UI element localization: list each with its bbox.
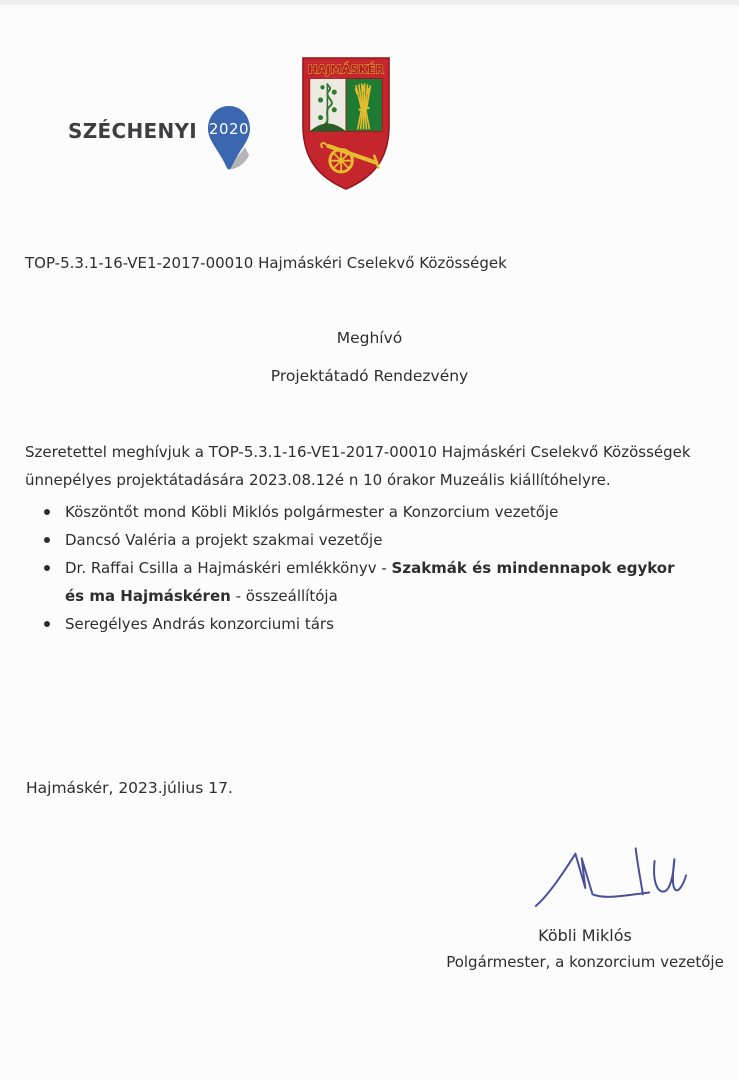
signer-name: Köbli Miklós [538,926,632,945]
agenda-item-text-normal: Dancsó Valéria a projekt szakmai vezetője [65,531,383,549]
agenda-item-text-bold: Szakmák és mindennapok egykor és ma Hajmáskéren [65,559,675,605]
signature-stroke [636,848,643,894]
agenda-item-text [65,610,694,638]
event-subtitle: Projektátadó Rendezvény [270,367,469,385]
invitation-title: Meghívó [336,329,403,347]
bullet-icon [44,537,50,543]
signature-stroke [536,854,576,906]
signer-title: Polgármester, a konzorcium vezetője [446,953,724,971]
agenda-item [44,498,694,526]
bullet-icon [44,565,50,571]
scan-edge-strip [0,0,739,5]
agenda-item [44,554,694,610]
pin-year-label: 2020 [208,120,250,138]
agenda-item-text-normal: Seregélyes András konzorciumi társ [65,615,334,633]
signature-ink-image [528,843,693,915]
bullet-icon [44,621,50,627]
date-line: Hajmáskér, 2023.július 17. [26,779,233,797]
szechenyi-2020-pin-icon [205,103,253,173]
agenda-item-text [65,554,694,610]
project-code-line: TOP-5.3.1-16-VE1-2017-00010 Hajmáskéri Cselekvő Közösségek [25,254,507,272]
signature-stroke [654,859,686,891]
agenda-item-text-normal: Dr. Raffai Csilla a Hajmáskéri emlékkönyv - [65,559,392,577]
bullet-icon [44,509,50,515]
agenda-item-text [65,498,694,526]
agenda-item-text-normal: Köszöntőt mond Köbli Miklós polgármester a Konzorcium vezetője [65,503,559,521]
agenda-item-text [65,526,694,554]
hajmasker-coat-of-arms-icon [297,55,395,192]
agenda-item [44,610,694,638]
agenda-item [44,526,694,554]
agenda-item-text-normal: - összeállítója [230,587,338,605]
szechenyi-wordmark: SZÉCHENYI [68,119,198,143]
intro-paragraph: Szeretettel meghívjuk a TOP-5.3.1-16-VE1-2017-00010 Hajmáskéri Cselekvő Közösségek ünnepélyes projektátadására 2023.08.12é n 10 órakor Muzeális kiállítóhelyre. [25,443,691,489]
agenda-list [44,498,694,638]
signature-block [430,926,739,972]
crest-town-name: HAJMÁSKÉR [307,62,390,77]
